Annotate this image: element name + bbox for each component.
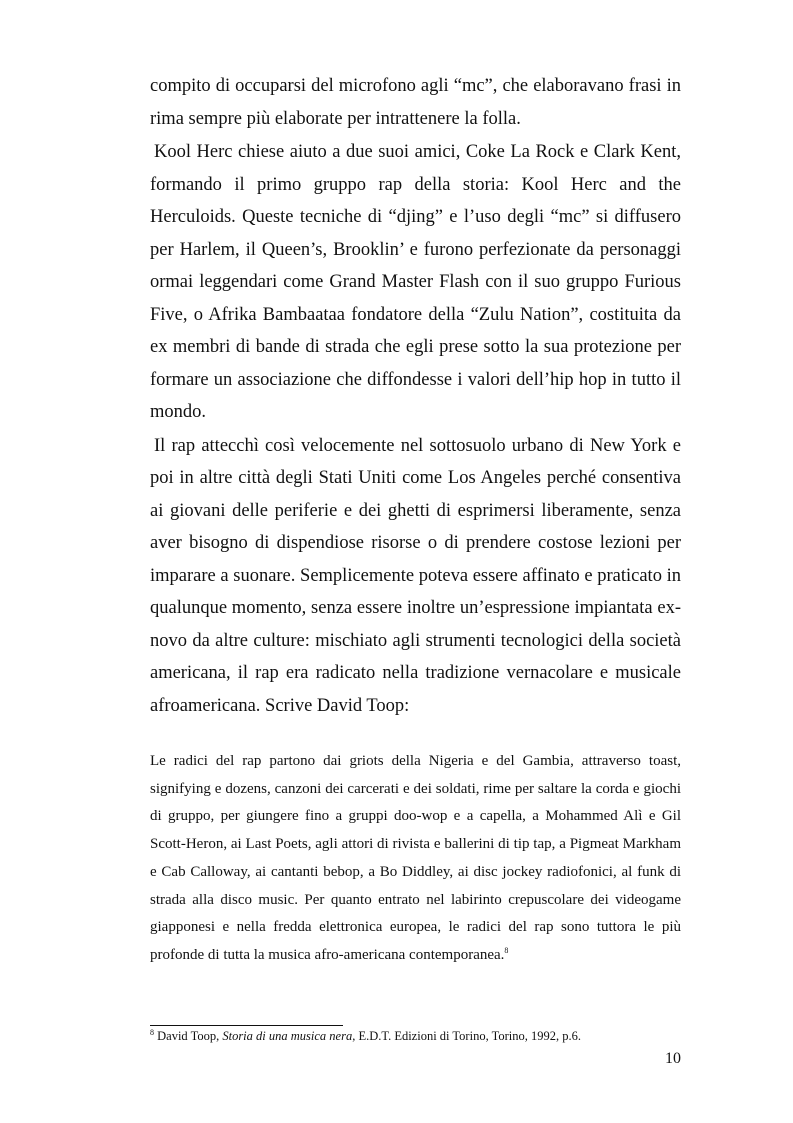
page-number: 10: [665, 1050, 681, 1067]
footnote-author: David Toop,: [154, 1029, 223, 1043]
quote-text: Le radici del rap partono dai griots della Nigeria e del Gambia, attraverso toast, signifying e dozens, canzoni dei carcerati e dei soldati, rime per saltare la corda e giochi di gruppo, per giungere fino a gruppi doo-wop e a capella, a Mohammed Alì e Gil Scott-Heron, ai Last Poets, agli attori di rivista e ballerini di tip tap, a Pigmeat Markham e Cab Calloway, ai cantanti bebop, a Bo Diddley, ai disc jockey radiofonici, al funk di strada alla disco music. Per quanto entrato nel labirinto crepuscolare dei videogame giapponesi e nella fredda elettronica europea, le radici del rap sono tuttora le più profonde di tutta la musica afro-americana contemporanea.: [150, 753, 681, 963]
footnote-divider: [150, 1025, 343, 1026]
footnote: [150, 1028, 681, 1044]
paragraph-1: compito di occuparsi del microfono agli “mc”, che elaboravano frasi in rima sempre più elaborate per intrattenere la folla.: [150, 76, 681, 129]
paragraph-2: Kool Herc chiese aiuto a due suoi amici, Coke La Rock e Clark Kent, formando il primo gruppo rap della storia: Kool Herc and the Herculoids. Queste tecniche di “djing” e l’uso degli “mc” si diffusero per Harlem, il Queen’s, Brooklin’ e furono perfezionate da personaggi ormai leggendari come Grand Master Flash con il suo gruppo Furious Five, o Afrika Bambaataa fondatore della “Zulu Nation”, costituita da ex membri di bande di strada che egli prese sotto la sua protezione per formare un associazione che diffondesse i valori dell’hip hop in tutto il mondo.: [150, 142, 681, 422]
footnote-marker: 8: [150, 1027, 154, 1037]
paragraph-3: Il rap attecchì così velocemente nel sottosuolo urbano di New York e poi in altre città degli Stati Uniti come Los Angeles perché consentiva ai giovani delle periferie e dei ghetti di esprimersi liberamente, senza aver bisogno di dispendiose risorse o di prendere costose lezioni per imparare a suonare. Semplicemente poteva essere affinato e praticato in qualunque momento, senza essere inoltre un’espressione impiantata ex-novo da altre culture: mischiato agli strumenti tecnologici della società americana, il rap era radicato nella tradizione vernacolare e musicale afroamericana. Scrive David Toop:: [150, 435, 681, 716]
block-quote: [150, 748, 681, 970]
document-page: [150, 70, 681, 1067]
footnote-title: Storia di una musica nera: [222, 1029, 353, 1043]
footnote-reference: 8: [504, 945, 509, 955]
footnote-publication: , E.D.T. Edizioni di Torino, Torino, 1992, p.6.: [352, 1029, 581, 1043]
